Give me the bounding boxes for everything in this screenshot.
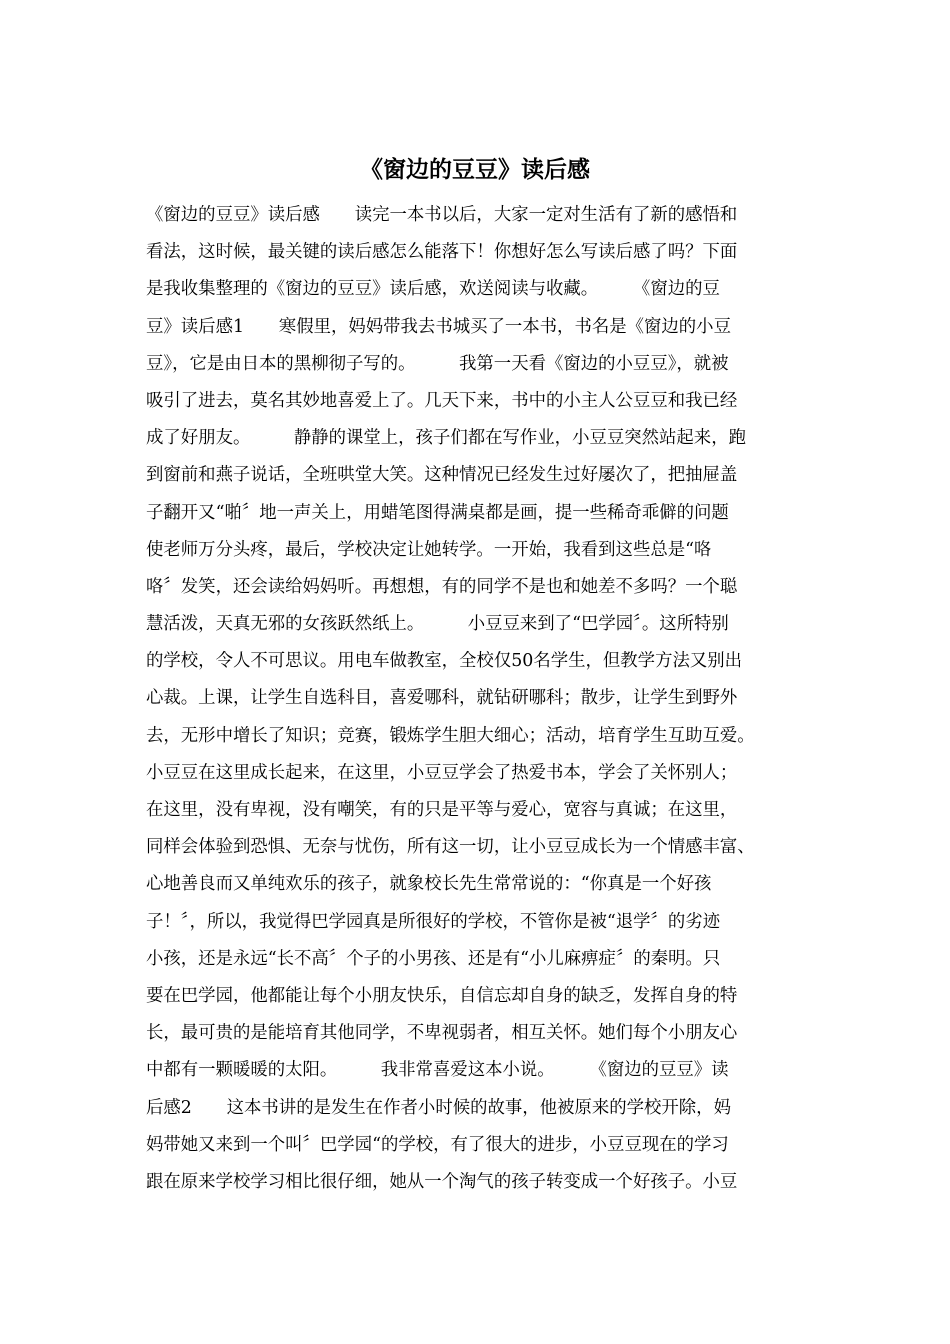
body-line: 的学校，令人不可思议。用电车做教室，全校仅50名学生，但教学方法又别出 [146, 651, 743, 672]
body-line: 咯〞发笑，还会读给妈妈听。再想想，有的同学不是也和她差不多吗？一个聪 [146, 576, 738, 597]
body-line: 长，最可贵的是能培育其他同学，不卑视弱者，相互关怀。她们每个小朋友心 [146, 1023, 738, 1044]
body-line: 小孩，还是永远“长不高〞个子的小男孩、还是有“小儿麻痹症〞的秦明。只 [146, 948, 721, 969]
body-line: 去，无形中增长了知识；竞赛，锻炼学生胆大细心；活动，培育学生互助互爱。 [146, 725, 755, 746]
document-body [146, 197, 814, 1201]
body-line: 豆》读后感1 寒假里，妈妈带我去书城买了一本书，书名是《窗边的小豆 [146, 316, 731, 337]
body-line: 成了好朋友。 静静的课堂上，孩子们都在写作业，小豆豆突然站起来，跑 [146, 428, 746, 449]
body-line: 子！〞，所以，我觉得巴学园真是所很好的学校，不管你是被“退学〞的劣迹 [146, 911, 721, 932]
body-line: 《窗边的豆豆》读后感 读完一本书以后，大家一定对生活有了新的感悟和 [146, 205, 738, 225]
body-line: 在这里，没有卑视，没有嘲笑，有的只是平等与爱心，宽容与真诚；在这里， [146, 800, 738, 820]
body-line: 心裁。上课，让学生自选科目，喜爱哪科，就钻研哪科；散步，让学生到野外 [146, 688, 738, 709]
body-line: 吸引了进去，莫名其妙地喜爱上了。几天下来，书中的小主人公豆豆和我已经 [146, 390, 738, 411]
body-line: 心地善良而又单纯欢乐的孩子，就象校长先生常常说的：“你真是一个好孩 [146, 874, 712, 895]
body-line: 妈带她又来到一个叫〞巴学园“的学校，有了很大的进步，小豆豆现在的学习 [146, 1134, 729, 1155]
body-line: 中都有一颗暖暖的太阳。 我非常喜爱这本小说。 《窗边的豆豆》读 [146, 1060, 729, 1081]
body-line: 是我收集整理的《窗边的豆豆》读后感，欢送阅读与收藏。 《窗边的豆 [146, 279, 720, 300]
body-line: 同样会体验到恐惧、无奈与忧伤，所有这一切，让小豆豆成长为一个情感丰富、 [146, 837, 755, 858]
body-line: 要在巴学园，他都能让每个小朋友快乐，自信忘却自身的缺乏，发挥自身的特 [146, 985, 738, 1006]
body-line: 豆》，它是由日本的黑柳彻子写的。 我第一天看《窗边的小豆豆》，就被 [146, 353, 729, 374]
body-line: 小豆豆在这里成长起来，在这里，小豆豆学会了热爱书本，学会了关怀别人； [146, 762, 738, 783]
body-line: 慧活泼，天真无邪的女孩跃然纸上。 小豆豆来到了“巴学园〞。这所特别 [146, 614, 729, 635]
body-line: 看法，这时候，最关键的读后感怎么能落下！你想好怎么写读后感了吗？下面 [146, 242, 738, 263]
body-line: 后感2 这本书讲的是发生在作者小时候的故事，他被原来的学校开除，妈 [146, 1097, 731, 1118]
body-line: 子翻开又“啪〞地一声关上，用蜡笔图得满桌都是画，提一些稀奇乖僻的问题 [146, 502, 729, 523]
body-line: 使老师万分头疼，最后，学校决定让她转学。一开始，我看到这些总是“咯 [146, 539, 712, 560]
body-line: 跟在原来学校学习相比很仔细，她从一个淘气的孩子转变成一个好孩子。小豆 [146, 1171, 738, 1192]
body-line: 到窗前和燕子说话，全班哄堂大笑。这种情况已经发生过好屡次了，把抽屉盖 [146, 465, 738, 486]
document-title: 《窗边的豆豆》读后感 [360, 157, 590, 183]
